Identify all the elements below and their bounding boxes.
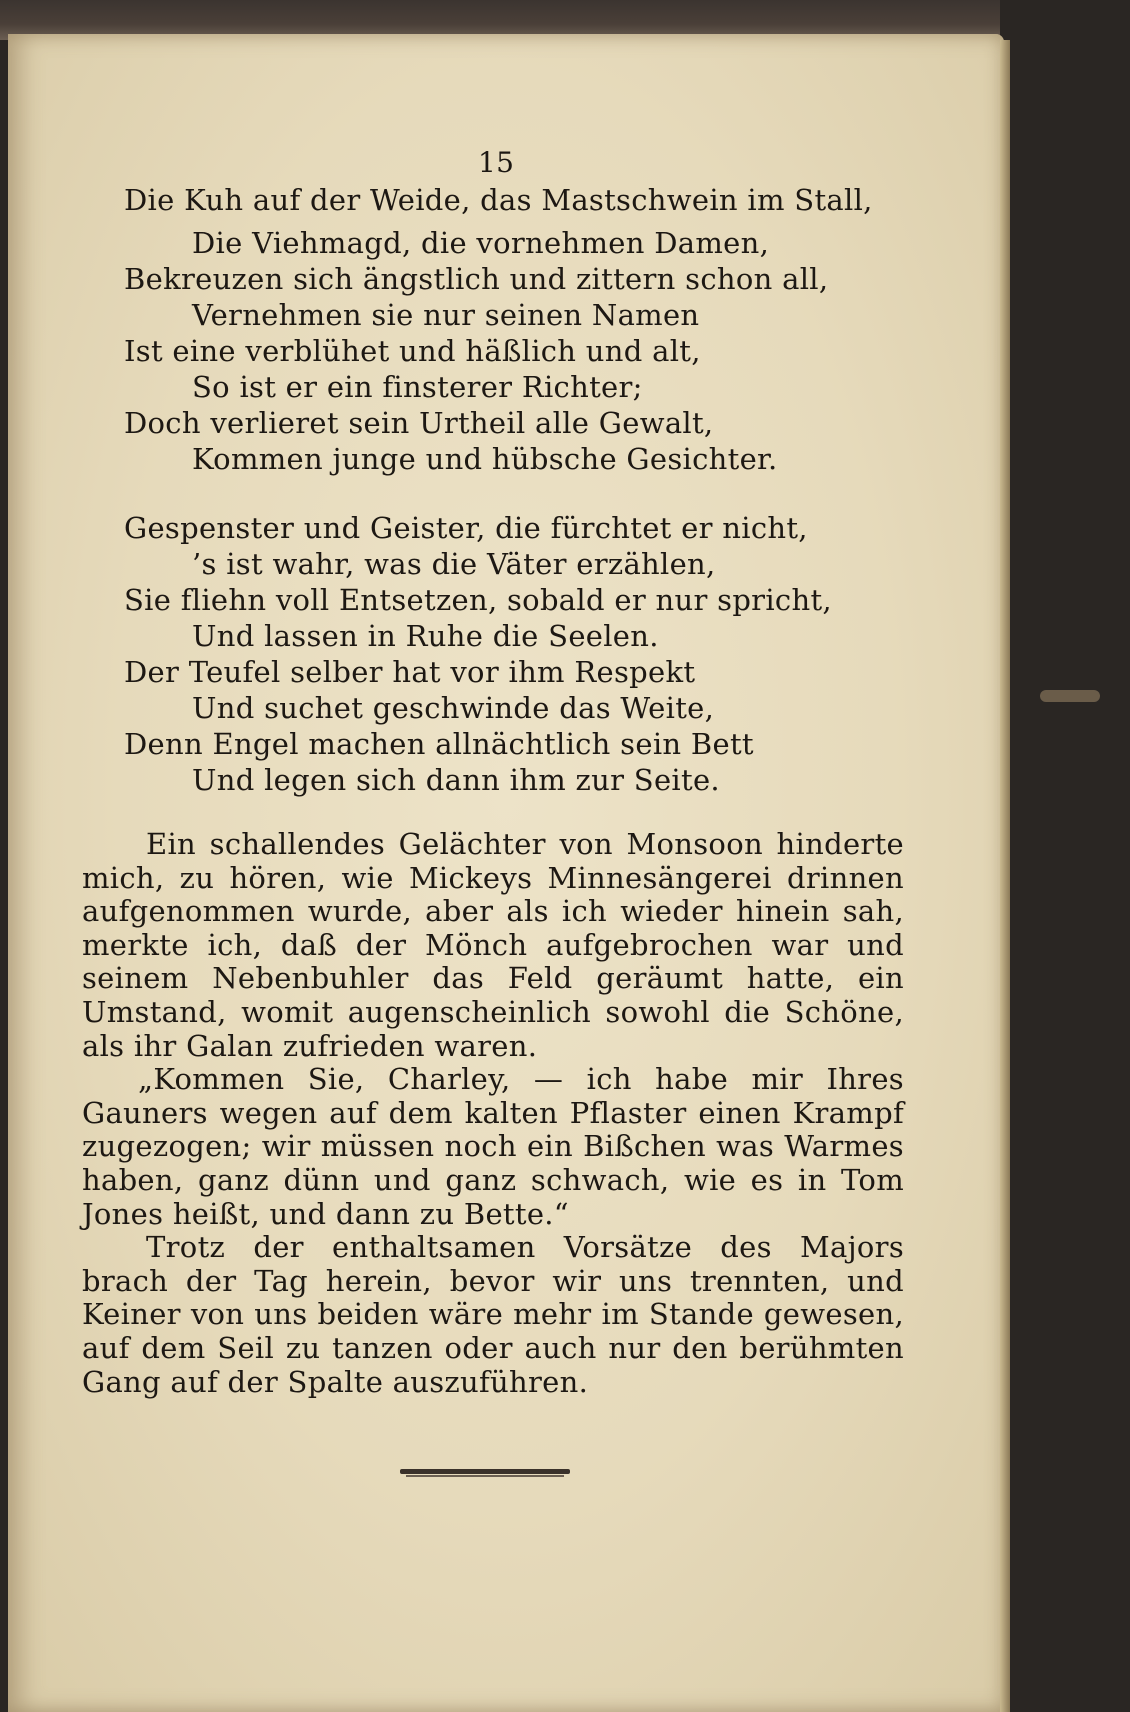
verse-line: Denn Engel machen allnächtlich sein Bett [124, 727, 754, 761]
verse-line: Die Kuh auf der Weide, das Mastschwein im Stall, [124, 183, 873, 217]
binding-clip [1040, 690, 1100, 702]
verse-line: So ist er ein finsterer Richter; [192, 370, 643, 404]
verse-line: ’s ist wahr, was die Väter erzählen, [192, 547, 716, 581]
paragraph: „Kommen Sie, Charley, — ich habe mir Ihres Gauners wegen auf dem kalten Pflaster einen Krampf zugezogen; wir müssen noch ein Bißchen was Warmes haben, ganz dünn und ganz schwach, wie es in Tom Jones heißt, und dann zu Bette.“ [82, 1062, 904, 1231]
verse-line: Kommen junge und hübsche Gesichter. [192, 442, 778, 476]
verse-line: Vernehmen sie nur seinen Namen [192, 298, 700, 332]
verse-line: Der Teufel selber hat vor ihm Respekt [124, 655, 696, 689]
verse-line: Sie fliehn voll Entsetzen, sobald er nur spricht, [124, 583, 832, 617]
verse-line: Die Viehmagd, die vornehmen Damen, [192, 226, 770, 260]
page-number: 15 [478, 146, 515, 179]
section-end-rule [400, 1469, 570, 1474]
paragraph: Ein schallendes Gelächter von Monsoon hinderte mich, zu hören, wie Mickeys Minnesängerei drinnen aufgenommen wurde, aber als ich wieder hinein sah, merkte ich, daß der Mönch aufgebrochen war und seinem Nebenbuhler das Feld geräumt hatte, ein Umstand, womit augenscheinlich sowohl die Schöne, als ihr Galan zufrieden waren. [82, 827, 904, 1063]
verse-line: Und lassen in Ruhe die Seelen. [192, 619, 659, 653]
verse-line: Doch verlieret sein Urtheil alle Gewalt, [124, 406, 714, 440]
verse-line: Ist eine verblühet und häßlich und alt, [124, 334, 701, 368]
verse-line: Gespenster und Geister, die fürchtet er nicht, [124, 511, 808, 545]
verse-line: Und suchet geschwinde das Weite, [192, 691, 715, 725]
prose-body [82, 828, 904, 1399]
page-edge [1000, 40, 1010, 1712]
paragraph: Trotz der enthaltsamen Vorsätze des Majors brach der Tag herein, bevor wir uns trennten, und Keiner von uns beiden wäre mehr im Stande gewesen, auf dem Seil zu tanzen oder auch nur den berühmten Gang auf der Spalte auszuführen. [82, 1230, 904, 1399]
verse-line: Und legen sich dann ihm zur Seite. [192, 763, 720, 797]
verse-line: Bekreuzen sich ängstlich und zittern schon all, [124, 262, 829, 296]
